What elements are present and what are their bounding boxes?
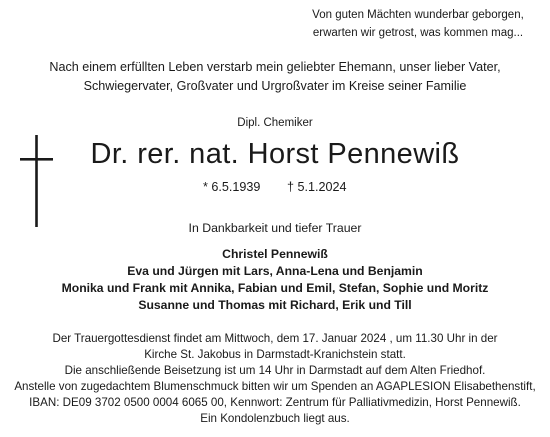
- quote-line-1: Von guten Mächten wunderbar geborgen,: [312, 9, 524, 21]
- family-line-2: Eva und Jürgen mit Lars, Anna-Lena und Benjamin: [127, 264, 423, 278]
- service-line-4: Anstelle von zugedachtem Blumenschmuck bitten wir um Spenden an AGAPLESION Elisabethenstift,: [14, 380, 536, 393]
- service-line-2: Kirche St. Jakobus in Darmstadt-Kranichstein statt.: [144, 348, 406, 361]
- service-line-3: Die anschließende Beisetzung ist um 14 Uhr in Darmstadt auf dem Alten Friedhof.: [64, 364, 486, 377]
- service-line-5: IBAN: DE09 3702 0500 0004 6065 00, Kennwort: Zentrum für Palliativmedizin, Horst Pennewiß.: [29, 396, 521, 409]
- deceased-name: Dr. rer. nat. Horst Pennewiß: [90, 138, 460, 170]
- intro-line-1: Nach einem erfüllten Leben verstarb mein geliebter Ehemann, unser lieber Vater,: [49, 60, 501, 74]
- mourning-text: In Dankbarkeit und tiefer Trauer: [188, 221, 362, 235]
- quote-line-2: erwarten wir getrost, was kommen mag...: [312, 27, 524, 39]
- family-line-1: Christel Pennewiß: [222, 247, 328, 261]
- birth-date: * 6.5.1939: [203, 180, 261, 194]
- family-line-3: Monika und Frank mit Annika, Fabian und Emil, Stefan, Sophie und Moritz: [61, 281, 489, 295]
- service-line-1: Der Trauergottesdienst findet am Mittwoch, dem 17. Januar 2024 , um 11.30 Uhr in der: [52, 332, 498, 345]
- family-line-4: Susanne und Thomas mit Richard, Erik und Till: [138, 298, 412, 312]
- profession-title: Dipl. Chemiker: [237, 117, 313, 129]
- intro-line-2: Schwiegervater, Großvater und Urgroßvater im Kreise seiner Familie: [83, 79, 467, 93]
- death-date: † 5.1.2024: [287, 180, 347, 194]
- service-line-6: Ein Kondolenzbuch liegt aus.: [200, 412, 350, 425]
